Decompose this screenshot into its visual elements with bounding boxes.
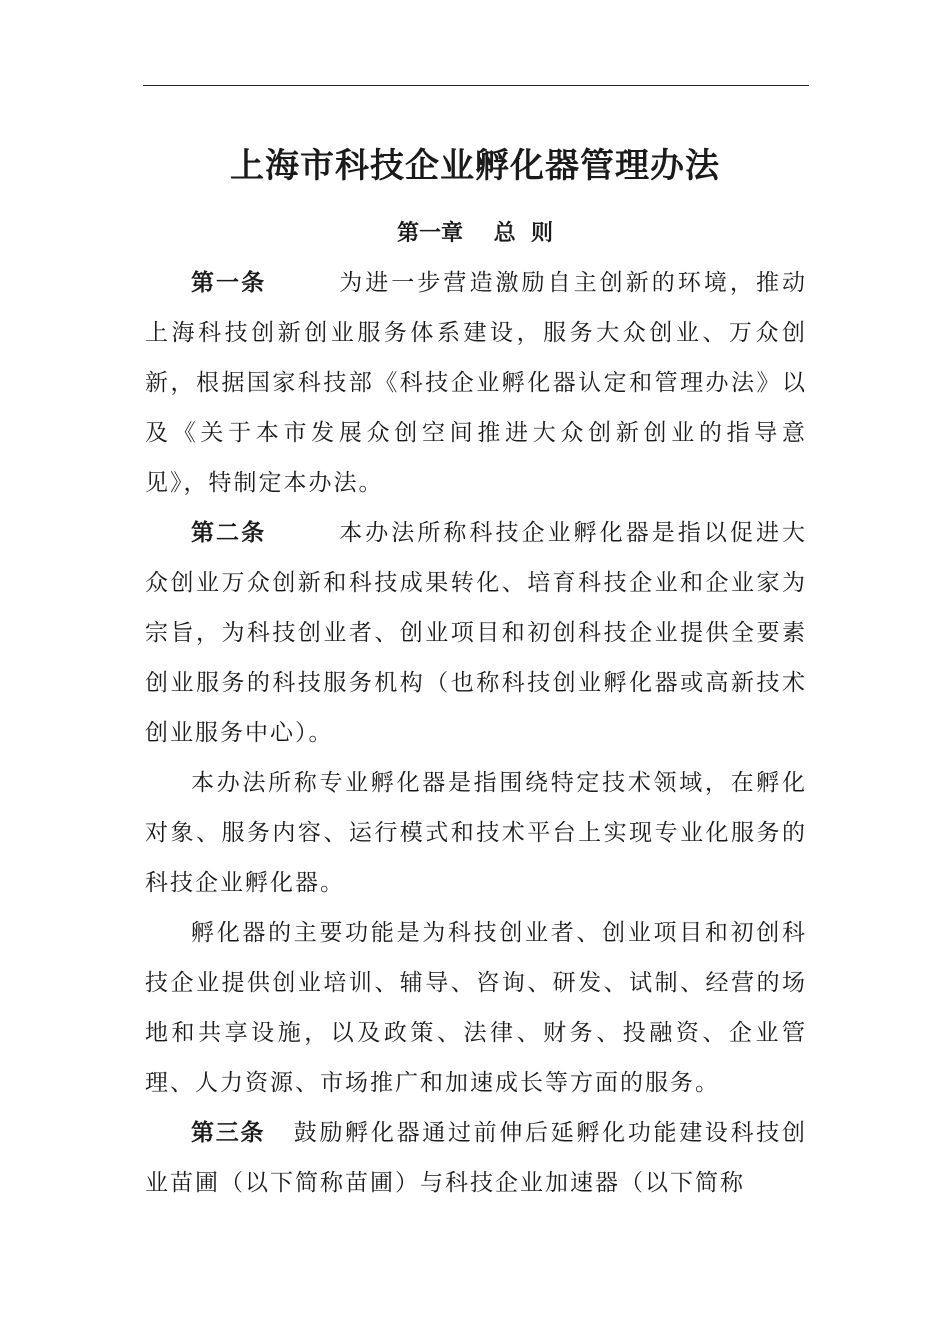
- chapter-heading: 第一章 总 则: [397, 221, 553, 246]
- article-3-text: 鼓励孵化器通过前伸后延孵化功能建设科技创业苗圃（以下简称苗圃）与科技企业加速器（以下简称: [145, 1120, 808, 1196]
- article-2-label: 第二条: [191, 520, 267, 546]
- article-2-paragraph: [145, 508, 807, 758]
- article-2-paragraph-2: [145, 758, 807, 908]
- document-body: [145, 258, 807, 1208]
- article-3-label: 第三条: [191, 1120, 266, 1146]
- document-title: 上海市科技企业孵化器管理办法: [230, 146, 720, 186]
- article-3-paragraph: [145, 1108, 807, 1208]
- article-1-paragraph: [145, 258, 807, 508]
- article-2-text-2: 本办法所称专业孵化器是指围绕特定技术领域，在孵化对象、服务内容、运行模式和技术平台上实现专业化服务的科技企业孵化器。: [145, 770, 807, 896]
- article-2-text: 本办法所称科技企业孵化器是指以促进大众创业万众创新和科技成果转化、培育科技企业和企业家为宗旨，为科技创业者、创业项目和初创科技企业提供全要素创业服务的科技服务机构（也称科技创业孵化器或高新技术创业服务中心）。: [145, 520, 808, 746]
- article-1-text: 为进一步营造激励自主创新的环境，推动上海科技创新创业服务体系建设，服务大众创业、万众创新，根据国家科技部《科技企业孵化器认定和管理办法》以及《关于本市发展众创空间推进大众创新创业的指导意见》，特制定本办法。: [145, 270, 808, 496]
- article-1-label: 第一条: [191, 270, 267, 296]
- article-2-paragraph-3: [145, 908, 807, 1108]
- article-2-text-3: 孵化器的主要功能是为科技创业者、创业项目和初创科技企业提供创业培训、辅导、咨询、研发、试制、经营的场地和共享设施，以及政策、法律、财务、投融资、企业管理、人力资源、市场推广和加速成长等方面的服务。: [145, 920, 807, 1096]
- header-rule: [143, 85, 809, 86]
